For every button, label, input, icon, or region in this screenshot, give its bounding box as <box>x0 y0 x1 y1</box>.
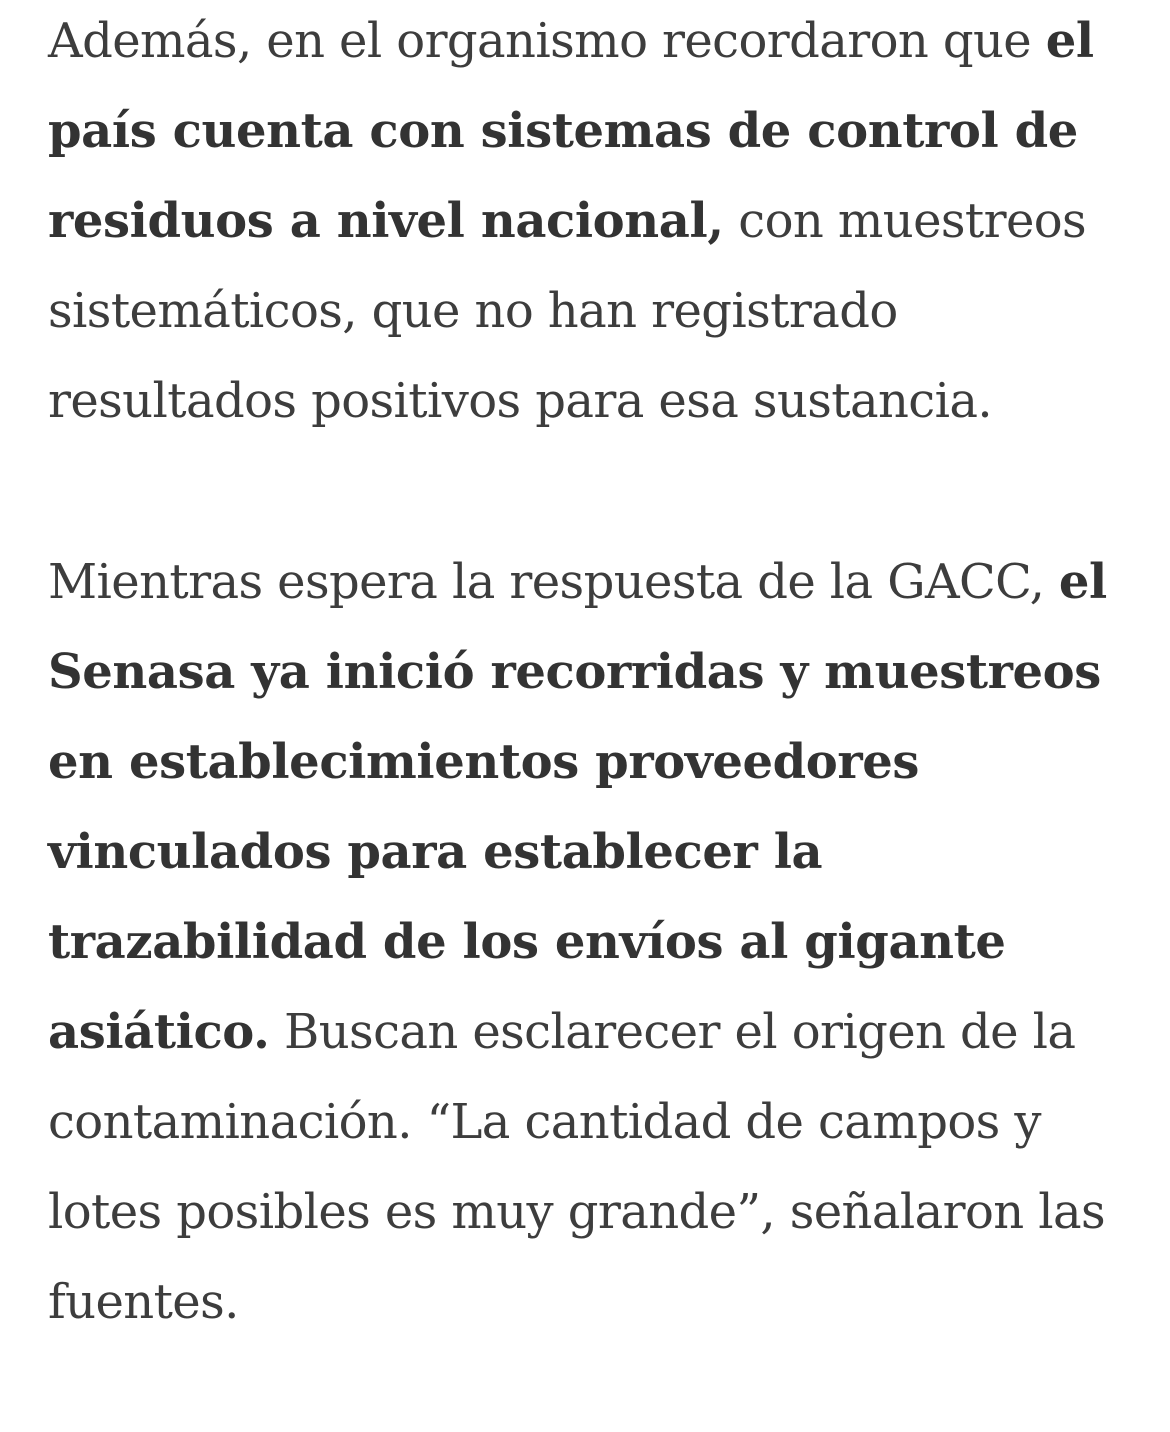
paragraph-2-intro: Mientras espera la respuesta de la GACC, <box>48 554 1059 610</box>
article-body <box>48 0 1128 1347</box>
paragraph-1-rest: con muestreos sistemáticos, que no han registrado resultados positivos para esa sustancia. <box>48 193 1087 429</box>
paragraph-senasa-sampling <box>48 537 1128 1347</box>
paragraph-2-rest: Buscan esclarecer el origen de la contaminación. “La cantidad de campos y lotes posibles es muy grande”, señalaron las fuentes. <box>48 1004 1106 1330</box>
paragraph-2-highlight: el Senasa ya inició recorridas y muestreos en establecimientos proveedores vinculados para establecer la trazabilidad de los envíos al gigante asiático. <box>48 554 1107 1060</box>
paragraph-1-highlight: el país cuenta con sistemas de control de residuos a nivel nacional, <box>48 13 1094 249</box>
paragraph-1-intro: Además, en el organismo recordaron que <box>48 13 1046 69</box>
paragraph-residue-controls <box>48 0 1128 446</box>
